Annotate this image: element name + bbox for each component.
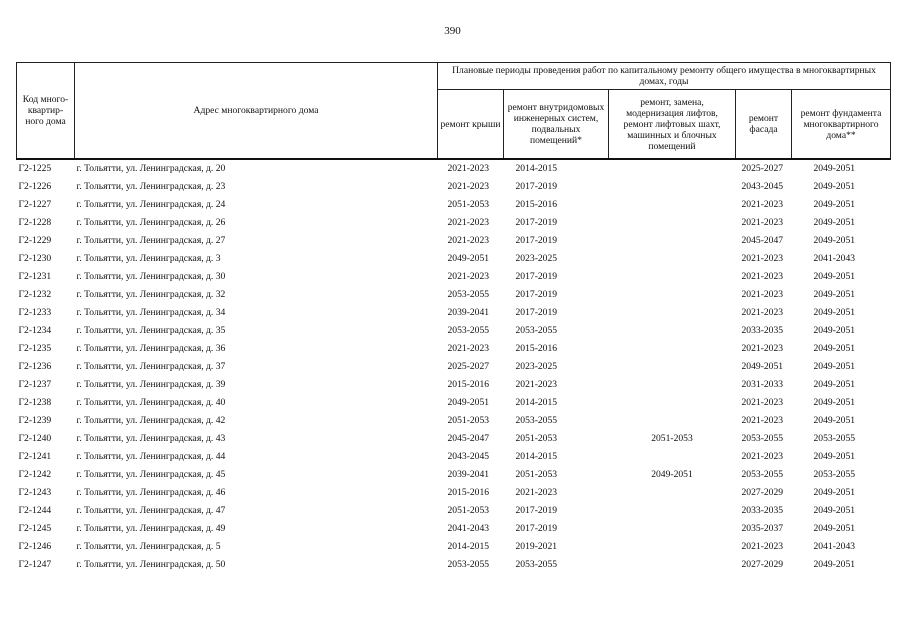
cell-address: г. Тольятти, ул. Ленинградская, д. 43 — [76, 433, 226, 444]
cell-roof: 2051-2053 — [447, 505, 490, 516]
cell-address: г. Тольятти, ул. Ленинградская, д. 34 — [76, 307, 226, 318]
cell-facade: 2021-2023 — [741, 397, 784, 408]
cell-engineering: 2017-2019 — [515, 181, 558, 192]
cell-foundation: 2049-2051 — [813, 487, 856, 498]
table-row — [17, 196, 891, 214]
cell-code: Г2-1227 — [18, 199, 52, 210]
table-row — [17, 159, 891, 178]
header-lifts: ремонт, замена, модернизация лифтов, ремонт лифтовых шахт, машинных и блочных помещений — [609, 90, 736, 160]
cell-facade: 2053-2055 — [741, 469, 784, 480]
cell-facade: 2021-2023 — [741, 217, 784, 228]
table-row — [17, 304, 891, 322]
table-row — [17, 358, 891, 376]
cell-foundation: 2049-2051 — [813, 397, 856, 408]
cell-engineering: 2053-2055 — [515, 325, 558, 336]
cell-address: г. Тольятти, ул. Ленинградская, д. 45 — [76, 469, 226, 480]
cell-code: Г2-1229 — [18, 235, 52, 246]
cell-engineering: 2017-2019 — [515, 505, 558, 516]
cell-engineering: 2015-2016 — [515, 199, 558, 210]
cell-foundation: 2049-2051 — [813, 559, 856, 570]
cell-roof: 2021-2023 — [447, 235, 490, 246]
cell-address: г. Тольятти, ул. Ленинградская, д. 49 — [76, 523, 226, 534]
cell-address: г. Тольятти, ул. Ленинградская, д. 44 — [76, 451, 226, 462]
cell-facade: 2027-2029 — [741, 559, 784, 570]
cell-address: г. Тольятти, ул. Ленинградская, д. 24 — [76, 199, 226, 210]
cell-code: Г2-1245 — [18, 523, 52, 534]
table-row — [17, 394, 891, 412]
cell-foundation: 2053-2055 — [813, 433, 856, 444]
header-engineering: ремонт внутридомовых инженерных систем, подвальных помещений* — [504, 90, 609, 160]
cell-lifts — [609, 484, 736, 502]
cell-foundation: 2049-2051 — [813, 271, 856, 282]
cell-roof: 2021-2023 — [447, 217, 490, 228]
table-row — [17, 448, 891, 466]
cell-roof: 2051-2053 — [447, 415, 490, 426]
cell-address: г. Тольятти, ул. Ленинградская, д. 46 — [76, 487, 226, 498]
header-periods-group: Плановые периоды проведения работ по капитальному ремонту общего имущества в многоквартирных домах, годы — [438, 63, 891, 90]
cell-address: г. Тольятти, ул. Ленинградская, д. 30 — [76, 271, 226, 282]
cell-lifts — [609, 196, 736, 214]
cell-code: Г2-1230 — [18, 253, 52, 264]
cell-roof: 2021-2023 — [447, 343, 490, 354]
cell-facade: 2031-2033 — [741, 379, 784, 390]
cell-roof: 2015-2016 — [447, 487, 490, 498]
cell-code: Г2-1236 — [18, 361, 52, 372]
cell-facade: 2033-2035 — [741, 325, 784, 336]
cell-roof: 2015-2016 — [447, 379, 490, 390]
cell-roof: 2051-2053 — [447, 199, 490, 210]
table-row — [17, 340, 891, 358]
cell-address: г. Тольятти, ул. Ленинградская, д. 40 — [76, 397, 226, 408]
cell-code: Г2-1231 — [18, 271, 52, 282]
cell-foundation: 2049-2051 — [813, 217, 856, 228]
table-row — [17, 538, 891, 556]
table-row — [17, 520, 891, 538]
cell-engineering: 2019-2021 — [515, 541, 558, 552]
cell-facade: 2033-2035 — [741, 505, 784, 516]
cell-code: Г2-1235 — [18, 343, 52, 354]
cell-lifts — [609, 232, 736, 250]
cell-engineering: 2053-2055 — [515, 559, 558, 570]
cell-engineering: 2017-2019 — [515, 307, 558, 318]
cell-roof: 2043-2045 — [447, 451, 490, 462]
cell-roof: 2025-2027 — [447, 361, 490, 372]
cell-foundation: 2049-2051 — [813, 325, 856, 336]
cell-roof: 2039-2041 — [447, 469, 490, 480]
cell-code: Г2-1239 — [18, 415, 52, 426]
table-row — [17, 214, 891, 232]
page-number: 390 — [444, 25, 461, 37]
cell-engineering: 2015-2016 — [515, 343, 558, 354]
cell-lifts — [609, 214, 736, 232]
cell-engineering: 2014-2015 — [515, 397, 558, 408]
cell-foundation: 2049-2051 — [813, 451, 856, 462]
cell-facade: 2021-2023 — [741, 199, 784, 210]
header-code: Код много-квартир-ного дома — [17, 63, 75, 160]
cell-lifts — [609, 502, 736, 520]
cell-foundation: 2049-2051 — [813, 307, 856, 318]
cell-code: Г2-1237 — [18, 379, 52, 390]
cell-roof: 2021-2023 — [447, 181, 490, 192]
cell-address: г. Тольятти, ул. Ленинградская, д. 32 — [76, 289, 226, 300]
cell-foundation: 2049-2051 — [813, 523, 856, 534]
cell-foundation: 2049-2051 — [813, 361, 856, 372]
cell-engineering: 2014-2015 — [515, 451, 558, 462]
cell-roof: 2021-2023 — [447, 163, 490, 174]
cell-facade: 2021-2023 — [741, 289, 784, 300]
cell-lifts — [609, 412, 736, 430]
table-row — [17, 250, 891, 268]
cell-foundation: 2049-2051 — [813, 235, 856, 246]
table-row — [17, 286, 891, 304]
cell-roof: 2045-2047 — [447, 433, 490, 444]
cell-lifts — [609, 268, 736, 286]
cell-engineering: 2051-2053 — [515, 433, 558, 444]
cell-roof: 2039-2041 — [447, 307, 490, 318]
cell-engineering: 2014-2015 — [515, 163, 558, 174]
cell-address: г. Тольятти, ул. Ленинградская, д. 27 — [76, 235, 226, 246]
cell-lifts — [609, 250, 736, 268]
cell-address: г. Тольятти, ул. Ленинградская, д. 47 — [76, 505, 226, 516]
cell-address: г. Тольятти, ул. Ленинградская, д. 5 — [76, 541, 221, 552]
cell-lifts — [609, 304, 736, 322]
table-body — [17, 159, 891, 574]
cell-foundation: 2049-2051 — [813, 199, 856, 210]
cell-lifts — [609, 556, 736, 574]
cell-address: г. Тольятти, ул. Ленинградская, д. 23 — [76, 181, 226, 192]
cell-engineering: 2051-2053 — [515, 469, 558, 480]
table-row — [17, 376, 891, 394]
cell-facade: 2021-2023 — [741, 415, 784, 426]
header-facade: ремонт фасада — [736, 90, 792, 160]
cell-engineering: 2017-2019 — [515, 271, 558, 282]
cell-lifts: 2051-2053 — [651, 433, 693, 444]
cell-code: Г2-1234 — [18, 325, 52, 336]
cell-facade: 2045-2047 — [741, 235, 784, 246]
table-row — [17, 502, 891, 520]
cell-foundation: 2041-2043 — [813, 253, 856, 264]
header-roof: ремонт крыши — [438, 90, 504, 160]
cell-lifts: 2049-2051 — [651, 469, 693, 480]
cell-code: Г2-1233 — [18, 307, 52, 318]
cell-roof: 2021-2023 — [447, 271, 490, 282]
cell-roof: 2014-2015 — [447, 541, 490, 552]
cell-lifts — [609, 286, 736, 304]
cell-lifts — [609, 322, 736, 340]
cell-foundation: 2049-2051 — [813, 289, 856, 300]
cell-roof: 2053-2055 — [447, 559, 490, 570]
cell-address: г. Тольятти, ул. Ленинградская, д. 42 — [76, 415, 226, 426]
cell-foundation: 2049-2051 — [813, 505, 856, 516]
cell-code: Г2-1244 — [18, 505, 52, 516]
table-row — [17, 412, 891, 430]
cell-code: Г2-1238 — [18, 397, 52, 408]
cell-facade: 2021-2023 — [741, 451, 784, 462]
cell-foundation: 2049-2051 — [813, 181, 856, 192]
cell-facade: 2021-2023 — [741, 541, 784, 552]
cell-facade: 2025-2027 — [741, 163, 784, 174]
cell-lifts — [609, 448, 736, 466]
cell-facade: 2021-2023 — [741, 271, 784, 282]
cell-facade: 2043-2045 — [741, 181, 784, 192]
cell-engineering: 2053-2055 — [515, 415, 558, 426]
cell-engineering: 2017-2019 — [515, 217, 558, 228]
cell-address: г. Тольятти, ул. Ленинградская, д. 39 — [76, 379, 226, 390]
table-row — [17, 466, 891, 484]
cell-facade: 2049-2051 — [741, 361, 784, 372]
cell-address: г. Тольятти, ул. Ленинградская, д. 26 — [76, 217, 226, 228]
cell-facade: 2021-2023 — [741, 253, 784, 264]
cell-foundation: 2053-2055 — [813, 469, 856, 480]
cell-foundation: 2049-2051 — [813, 163, 856, 174]
cell-code: Г2-1241 — [18, 451, 52, 462]
cell-address: г. Тольятти, ул. Ленинградская, д. 35 — [76, 325, 226, 336]
cell-address: г. Тольятти, ул. Ленинградская, д. 37 — [76, 361, 226, 372]
cell-engineering: 2021-2023 — [515, 487, 558, 498]
cell-address: г. Тольятти, ул. Ленинградская, д. 50 — [76, 559, 226, 570]
cell-code: Г2-1246 — [18, 541, 52, 552]
cell-code: Г2-1225 — [18, 163, 52, 174]
cell-address: г. Тольятти, ул. Ленинградская, д. 3 — [76, 253, 221, 264]
cell-foundation: 2049-2051 — [813, 343, 856, 354]
cell-code: Г2-1240 — [18, 433, 52, 444]
cell-code: Г2-1226 — [18, 181, 52, 192]
cell-lifts — [609, 178, 736, 196]
cell-code: Г2-1232 — [18, 289, 52, 300]
cell-code: Г2-1247 — [18, 559, 52, 570]
table-row — [17, 430, 891, 448]
cell-engineering: 2023-2025 — [515, 361, 558, 372]
cell-engineering: 2023-2025 — [515, 253, 558, 264]
table-row — [17, 178, 891, 196]
cell-lifts — [609, 376, 736, 394]
cell-engineering: 2017-2019 — [515, 289, 558, 300]
cell-lifts — [609, 159, 736, 178]
table-row — [17, 268, 891, 286]
cell-roof: 2053-2055 — [447, 325, 490, 336]
cell-address: г. Тольятти, ул. Ленинградская, д. 20 — [76, 163, 226, 174]
table-row — [17, 322, 891, 340]
table-row — [17, 556, 891, 574]
cell-facade: 2027-2029 — [741, 487, 784, 498]
cell-roof: 2049-2051 — [447, 253, 490, 264]
cell-lifts — [609, 520, 736, 538]
cell-facade: 2035-2037 — [741, 523, 784, 534]
cell-lifts — [609, 394, 736, 412]
cell-engineering: 2021-2023 — [515, 379, 558, 390]
cell-foundation: 2041-2043 — [813, 541, 856, 552]
table-row — [17, 232, 891, 250]
cell-code: Г2-1243 — [18, 487, 52, 498]
cell-engineering: 2017-2019 — [515, 235, 558, 246]
header-address: Адрес многоквартирного дома — [75, 63, 438, 160]
cell-code: Г2-1228 — [18, 217, 52, 228]
cell-roof: 2053-2055 — [447, 289, 490, 300]
cell-address: г. Тольятти, ул. Ленинградская, д. 36 — [76, 343, 226, 354]
table-row — [17, 484, 891, 502]
cell-lifts — [609, 358, 736, 376]
cell-facade: 2053-2055 — [741, 433, 784, 444]
cell-engineering: 2017-2019 — [515, 523, 558, 534]
cell-foundation: 2049-2051 — [813, 415, 856, 426]
cell-lifts — [609, 340, 736, 358]
cell-roof: 2041-2043 — [447, 523, 490, 534]
cell-facade: 2021-2023 — [741, 343, 784, 354]
table-header — [17, 63, 891, 160]
cell-code: Г2-1242 — [18, 469, 52, 480]
capital-repair-table — [16, 62, 891, 574]
cell-facade: 2021-2023 — [741, 307, 784, 318]
cell-roof: 2049-2051 — [447, 397, 490, 408]
cell-lifts — [609, 538, 736, 556]
cell-foundation: 2049-2051 — [813, 379, 856, 390]
header-foundation: ремонт фундамента многоквартирного дома** — [792, 90, 891, 160]
